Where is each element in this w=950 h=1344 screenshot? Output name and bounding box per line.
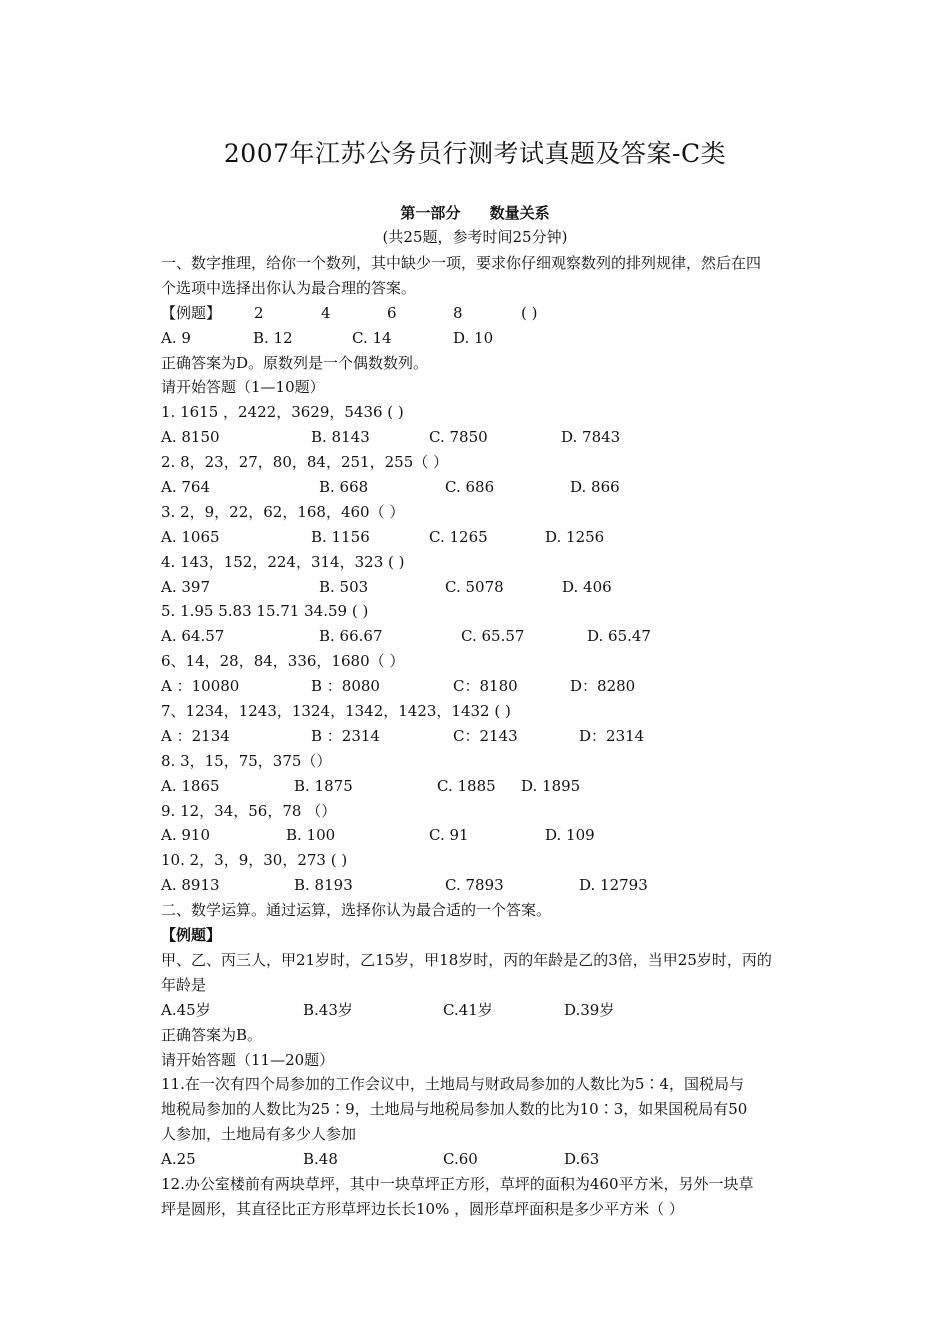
intro-line: 二、数学运算。通过运算，选择你认为最合适的一个答案。 xyxy=(161,901,552,920)
document-body xyxy=(161,251,811,1222)
option: D. 7843 xyxy=(561,428,621,447)
section-heading xyxy=(0,202,950,223)
option: C. 686 xyxy=(445,478,495,497)
option: A. 64.57 xyxy=(161,627,225,646)
example-line xyxy=(161,301,811,326)
option-line xyxy=(161,873,811,898)
option: B. 100 xyxy=(286,826,336,845)
option: C. 7850 xyxy=(429,428,488,447)
option: A. 9 xyxy=(161,328,191,347)
option-line xyxy=(161,575,811,600)
option: D. 65.47 xyxy=(587,627,651,646)
option-line xyxy=(161,425,811,450)
example-label: 【例题】 xyxy=(161,303,222,322)
option-line xyxy=(161,998,811,1023)
option: A. 397 xyxy=(161,577,210,596)
option: B. 668 xyxy=(319,478,369,497)
question-line: 9. 12，34，56，78 （） xyxy=(161,801,337,820)
question-line: 人参加，土地局有多少人参加 xyxy=(161,1125,357,1144)
option: D. 12793 xyxy=(579,876,648,895)
option: B. 1875 xyxy=(294,776,353,795)
option: A. 910 xyxy=(161,826,210,845)
option: D. 109 xyxy=(545,826,595,845)
option: C. 1885 xyxy=(437,776,496,795)
document-title: 2007年江苏公务员行测考试真题及答案-C类 xyxy=(223,139,727,168)
option-line xyxy=(161,475,811,500)
question-line: 6、14，28，84，336，1680（ ） xyxy=(161,652,405,671)
section-subtitle: (共25题，参考时间25分钟) xyxy=(382,228,568,246)
option: A. 764 xyxy=(161,478,210,497)
option: C.41岁 xyxy=(443,1000,493,1019)
option: B. 8193 xyxy=(294,876,353,895)
option: C. 91 xyxy=(429,826,469,845)
intro-line: 个选项中选择出你认为最合理的答案。 xyxy=(161,278,417,297)
option: A. 8913 xyxy=(161,876,220,895)
option: D. 406 xyxy=(562,577,612,596)
answer-line: 正确答案为D。原数列是一个偶数数列。 xyxy=(161,353,429,372)
option-line xyxy=(161,1147,811,1172)
option: A.45岁 xyxy=(161,1000,211,1019)
option: B. 66.67 xyxy=(319,627,383,646)
option: A. 1065 xyxy=(161,527,220,546)
option: A. 1865 xyxy=(161,776,220,795)
option: D. 1895 xyxy=(521,776,581,795)
question-line: 8. 3，15，75，375（） xyxy=(161,751,332,770)
option: D.39岁 xyxy=(564,1000,615,1019)
question-line: 地税局参加的人数比为25∶9，土地局与地税局参加人数的比为10∶3，如果国税局有50 xyxy=(161,1100,748,1119)
option: B. 1156 xyxy=(311,527,370,546)
question-text: 5. 1.95 5.83 15.71 34.59 ( ) xyxy=(161,602,369,621)
start-line: 请开始答题（1—10题） xyxy=(161,378,325,397)
example-number: 6 xyxy=(387,303,397,322)
example-text: 甲、乙、丙三人，甲21岁时，乙15岁，甲18岁时，丙的年龄是乙的3倍，当甲25岁时，丙的 xyxy=(161,950,772,969)
section-part: 第一部分 xyxy=(400,204,461,222)
option-line xyxy=(161,823,811,848)
option: D. 10 xyxy=(453,328,494,347)
option: D：8280 xyxy=(570,677,636,696)
option: D. 866 xyxy=(570,478,620,497)
example-label: 【例题】 xyxy=(161,926,222,945)
question-line: 4. 143，152，224，314，323 ( ) xyxy=(161,552,405,571)
option: D.63 xyxy=(564,1150,600,1169)
option-line xyxy=(161,624,811,649)
example-number: 2 xyxy=(254,303,264,322)
option: C：2143 xyxy=(453,726,518,745)
option: B.48 xyxy=(303,1150,338,1169)
option: C. 7893 xyxy=(445,876,504,895)
answer-blank: ( ) xyxy=(521,303,538,322)
option: B ：8080 xyxy=(311,677,380,696)
question-line: 11.在一次有四个局参加的工作会议中，土地局与财政局参加的人数比为5∶4，国税局与 xyxy=(161,1075,744,1094)
option: C. 14 xyxy=(352,328,392,347)
option-line xyxy=(161,724,811,749)
example-text: 年龄是 xyxy=(161,975,207,994)
option: C. 1265 xyxy=(429,527,488,546)
option: A. 8150 xyxy=(161,428,220,447)
question-line: 坪是圆形，其直径比正方形草坪边长长10% ，圆形草坪面积是多少平方米（ ） xyxy=(161,1199,684,1218)
option: B.43岁 xyxy=(303,1000,353,1019)
question-line: 7、1234，1243，1324，1342，1423，1432 ( ) xyxy=(161,702,511,721)
option-line xyxy=(161,774,811,799)
option: B. 12 xyxy=(253,328,293,347)
question-line: 3. 2，9，22，62，168，460（ ） xyxy=(161,502,405,521)
option: A ：2134 xyxy=(161,726,230,745)
option: C. 65.57 xyxy=(461,627,525,646)
option: C. 5078 xyxy=(445,577,504,596)
intro-line: 一、数字推理，给你一个数列，其中缺少一项，要求你仔细观察数列的排列规律，然后在四 xyxy=(161,254,762,272)
question-line: 1. 1615 ，2422，3629，5436 ( ) xyxy=(161,403,404,422)
option: C：8180 xyxy=(453,677,518,696)
option-line xyxy=(161,326,811,351)
example-number: 8 xyxy=(453,303,463,322)
option-line xyxy=(161,525,811,550)
question-line: 10. 2，3，9，30，273 ( ) xyxy=(161,851,348,870)
answer-line: 正确答案为B。 xyxy=(161,1025,263,1044)
start-line: 请开始答题（11—20题） xyxy=(161,1050,335,1069)
option: D. 1256 xyxy=(545,527,605,546)
example-number: 4 xyxy=(321,303,331,322)
option: D：2314 xyxy=(579,726,645,745)
question-line: 12.办公室楼前有两块草坪，其中一块草坪正方形，草坪的面积为460平方米，另外一块草 xyxy=(161,1174,754,1193)
question-line xyxy=(161,599,811,624)
option: B. 503 xyxy=(319,577,369,596)
option: B. 8143 xyxy=(311,428,370,447)
section-name: 数量关系 xyxy=(489,204,550,222)
question-line: 2. 8，23，27，80，84，251，255（ ） xyxy=(161,453,449,472)
option: A ：10080 xyxy=(161,677,240,696)
option: B ：2314 xyxy=(311,726,380,745)
option-line xyxy=(161,674,811,699)
option: C.60 xyxy=(443,1150,478,1169)
option: A.25 xyxy=(161,1150,196,1169)
